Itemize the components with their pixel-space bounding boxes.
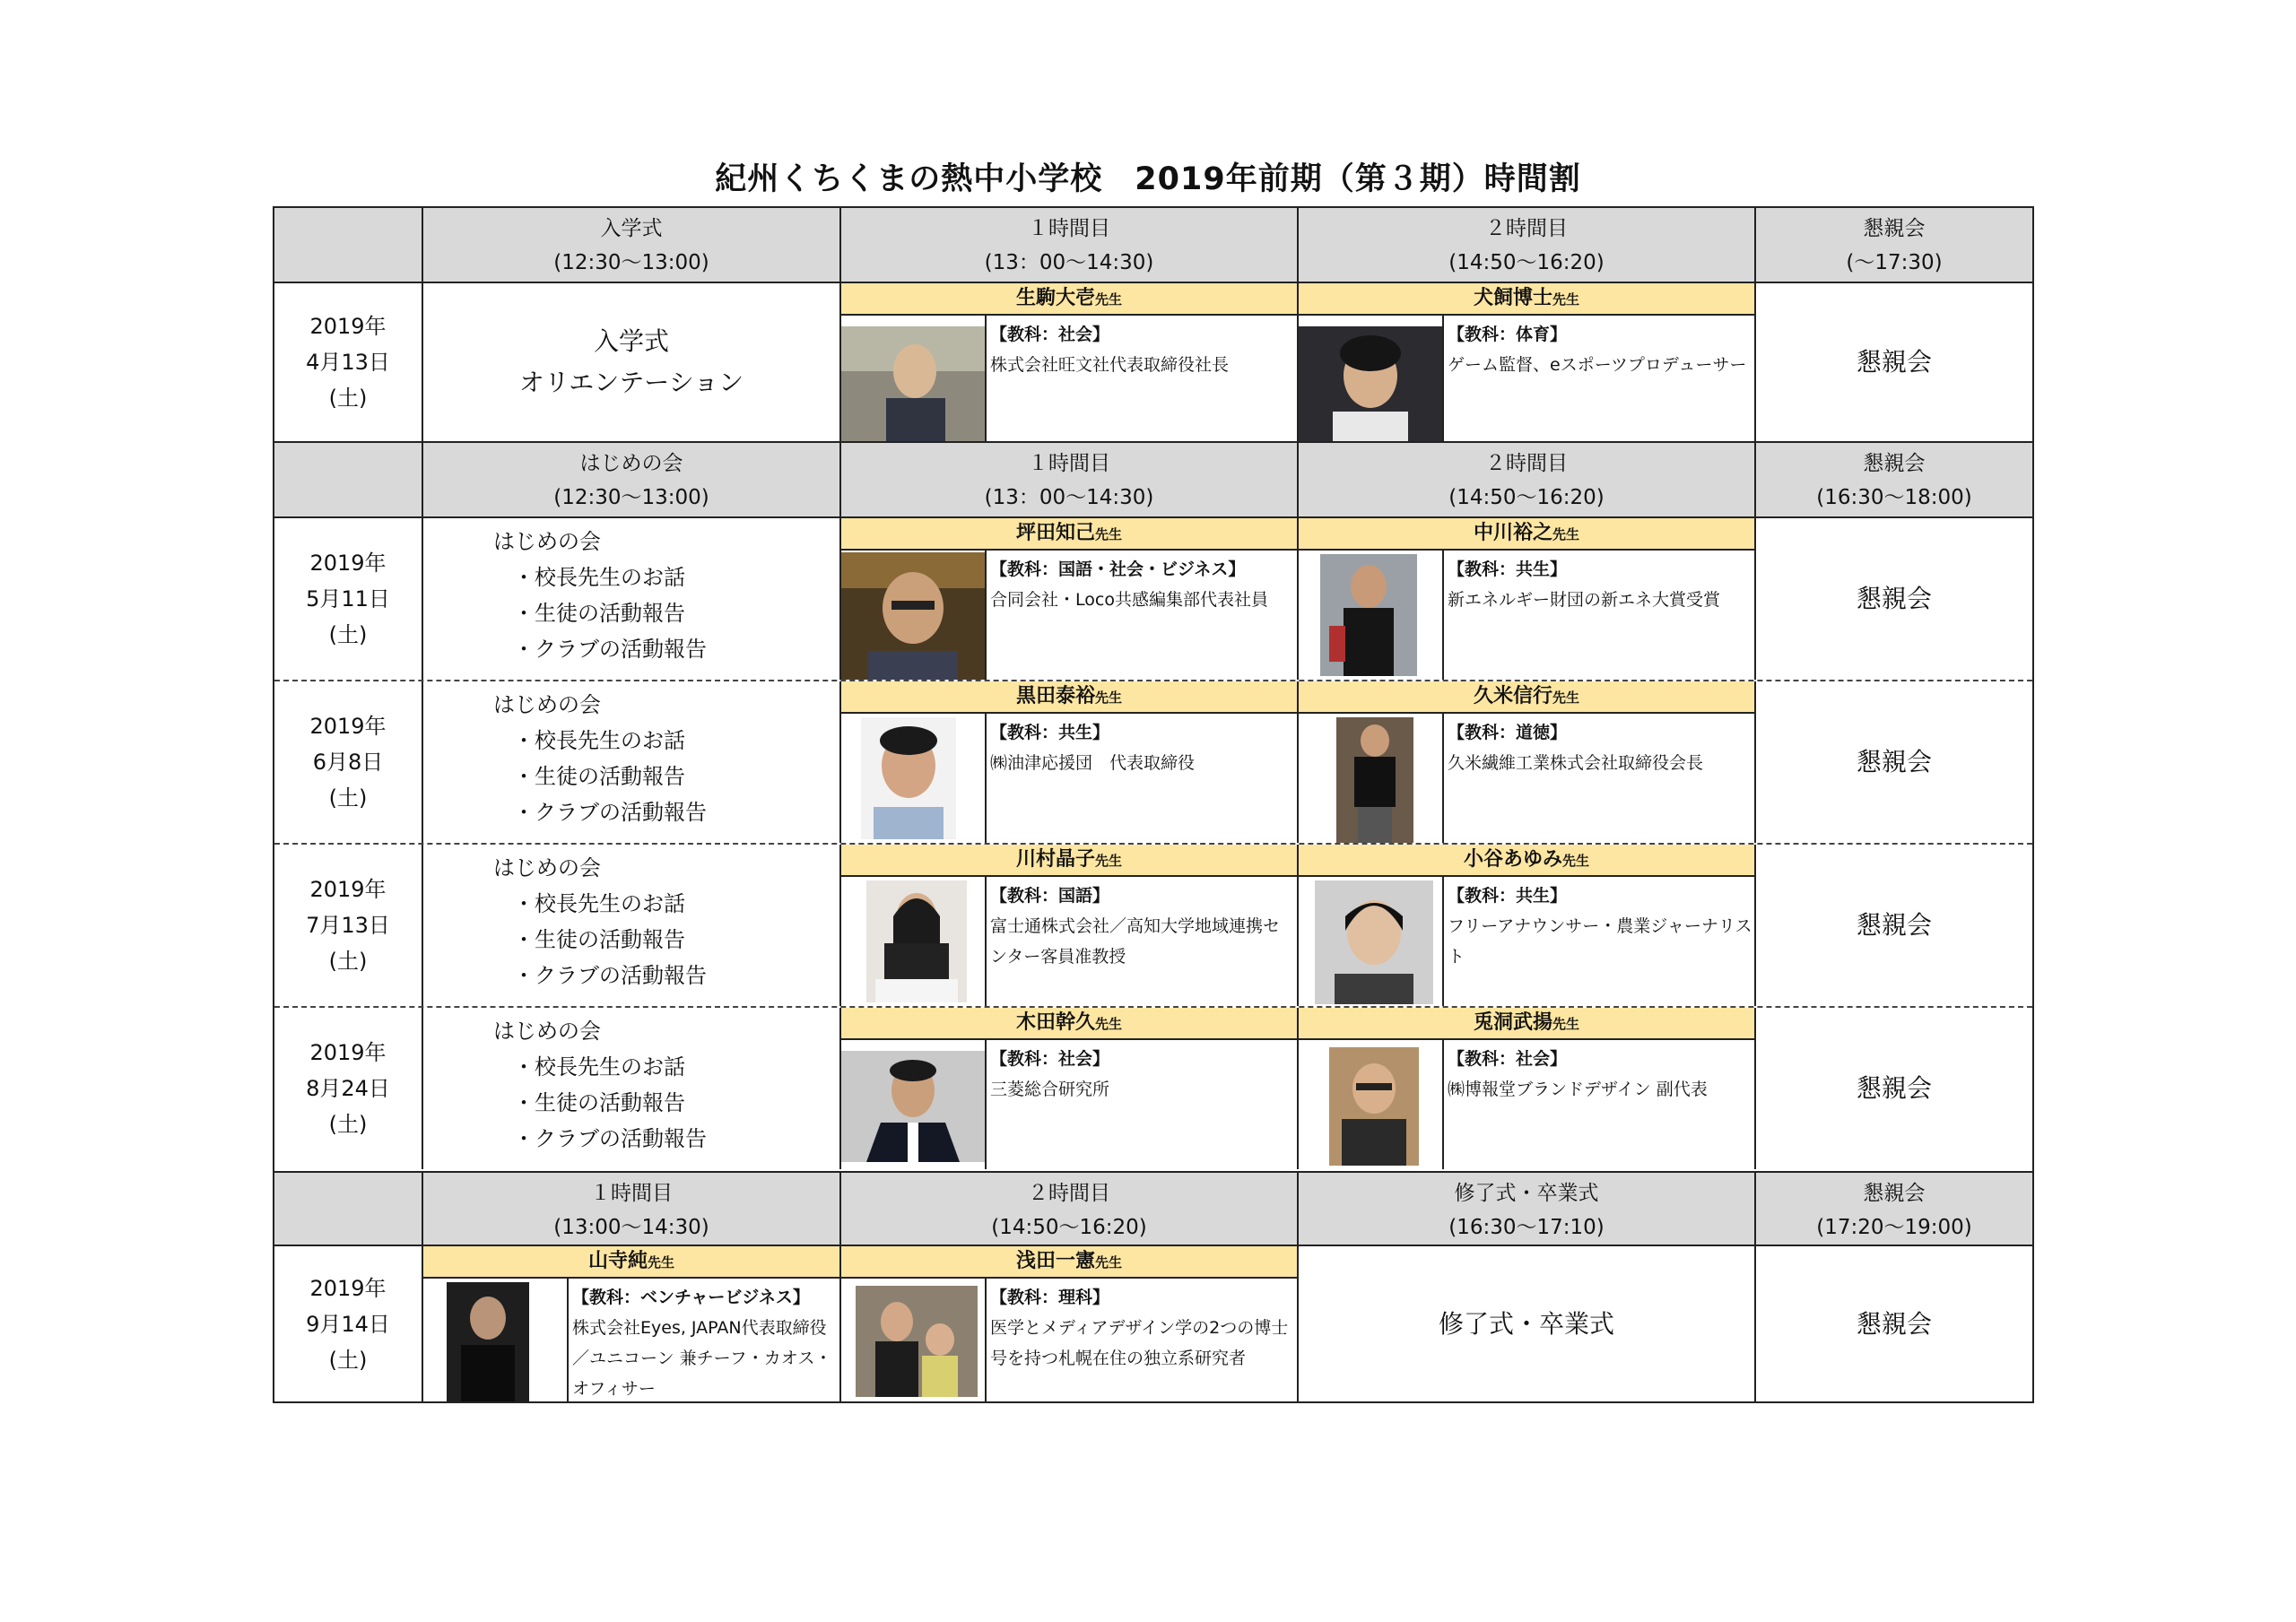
person-photo xyxy=(1329,1047,1419,1166)
schedule-row xyxy=(274,845,2032,1008)
teacher-cell xyxy=(422,1246,839,1401)
teacher-desc: 株式会社旺文社代表取締役社長 xyxy=(990,355,1230,375)
header-cell xyxy=(839,1173,1297,1246)
header-label: 懇親会 xyxy=(1863,452,1926,475)
date-year: 2019年 xyxy=(309,1040,387,1065)
teacher-name: 小谷あゆみ先生 xyxy=(1299,845,1754,877)
header-blank xyxy=(274,443,422,518)
date-dow: (土) xyxy=(328,785,368,811)
header-cell xyxy=(1297,1173,1754,1246)
header-time: (13：00〜14:30) xyxy=(984,251,1154,274)
teacher-name: 山寺純先生 xyxy=(423,1246,839,1279)
agenda-cell xyxy=(422,1008,839,1169)
header-cell xyxy=(839,208,1297,283)
date-cell xyxy=(274,518,422,680)
agenda-item: ・校長先生のお話 xyxy=(513,728,685,753)
teacher-desc: 合同会社・Loco共感編集部代表社員 xyxy=(990,590,1268,610)
person-photo xyxy=(447,1282,529,1401)
agenda-item: ・校長先生のお話 xyxy=(513,1054,685,1080)
teacher-name: 犬飼博士先生 xyxy=(1299,283,1754,316)
party-cell: 懇親会 xyxy=(1754,1246,2032,1401)
teacher-desc: フリーアナウンサー・農業ジャーナリスト xyxy=(1448,916,1752,967)
agenda-title: はじめの会 xyxy=(493,855,601,880)
header-label: 入学式 xyxy=(600,217,663,240)
date-dow: (土) xyxy=(328,1347,368,1373)
header-label: ２時間目 xyxy=(1485,452,1568,475)
teacher-info xyxy=(1444,554,1754,615)
date-cell xyxy=(274,1246,422,1401)
header-label: １時間目 xyxy=(590,1182,673,1205)
agenda-item: ・クラブの活動報告 xyxy=(513,637,707,662)
teacher-subject: 【教科：国語・社会・ビジネス】 xyxy=(990,559,1246,579)
date-day: 6月8日 xyxy=(312,750,384,775)
teacher-name: 浅田一憲先生 xyxy=(841,1246,1297,1279)
header-time: (13：00〜14:30) xyxy=(984,486,1154,509)
agenda-cell xyxy=(422,845,839,1006)
teacher-info xyxy=(569,1282,839,1404)
agenda-title: はじめの会 xyxy=(493,1019,601,1044)
teacher-subject: 【教科：社会】 xyxy=(990,325,1110,344)
header-cell xyxy=(1754,208,2032,283)
teacher-info xyxy=(1444,880,1754,972)
date-year: 2019年 xyxy=(309,877,387,902)
teacher-desc: 富士通株式会社／高知大学地域連携センター客員准教授 xyxy=(990,916,1281,967)
teacher-cell xyxy=(839,283,1297,441)
party-cell: 懇親会 xyxy=(1754,283,2032,441)
teacher-desc: 株式会社Eyes, JAPAN代表取締役／ユニコーン 兼チーフ・カオス・オフィサー xyxy=(572,1318,832,1399)
schedule-row xyxy=(274,518,2032,681)
person-photo xyxy=(1299,326,1442,441)
teacher-info xyxy=(987,319,1297,380)
person-photo xyxy=(1336,717,1413,843)
schedule-row xyxy=(274,283,2032,443)
date-dow: (土) xyxy=(328,1112,368,1137)
teacher-subject: 【教科：社会】 xyxy=(990,1049,1110,1069)
person-photo xyxy=(841,1051,985,1162)
header-label: 修了式・卒業式 xyxy=(1454,1182,1599,1205)
party-cell: 懇親会 xyxy=(1754,681,2032,843)
agenda-item: ・生徒の活動報告 xyxy=(513,764,685,789)
header-label: １時間目 xyxy=(1028,217,1110,240)
event-cell xyxy=(422,283,839,441)
header-row-1 xyxy=(274,208,2032,283)
header-time: (14:50〜16:20) xyxy=(1448,251,1605,274)
event-title: 入学式 xyxy=(593,326,669,356)
agenda-item: ・生徒の活動報告 xyxy=(513,927,685,952)
teacher-cell xyxy=(1297,1008,1754,1169)
teacher-name: 坪田知己先生 xyxy=(841,518,1297,551)
teacher-subject: 【教科：社会】 xyxy=(1448,1049,1568,1069)
teacher-desc: 新エネルギー財団の新エネ大賞受賞 xyxy=(1448,590,1721,610)
party-cell: 懇親会 xyxy=(1754,845,2032,1006)
teacher-desc: ゲーム監督、eスポーツプロデューサー xyxy=(1448,355,1747,375)
teacher-cell xyxy=(1297,283,1754,441)
schedule-row xyxy=(274,681,2032,845)
agenda-item: ・生徒の活動報告 xyxy=(513,601,685,626)
teacher-info xyxy=(987,880,1297,972)
date-cell xyxy=(274,845,422,1006)
date-year: 2019年 xyxy=(309,551,387,576)
ceremony-cell: 修了式・卒業式 xyxy=(1297,1246,1754,1401)
header-label: はじめの会 xyxy=(579,452,683,475)
header-row-2 xyxy=(274,443,2032,518)
header-cell xyxy=(1754,443,2032,518)
header-cell xyxy=(422,443,839,518)
teacher-name: 木田幹久先生 xyxy=(841,1008,1297,1040)
schedule-row xyxy=(274,1008,2032,1171)
teacher-subject: 【教科：理科】 xyxy=(990,1288,1110,1307)
teacher-subject: 【教科：共生】 xyxy=(990,723,1110,742)
person-photo xyxy=(841,552,985,680)
header-cell xyxy=(1754,1173,2032,1246)
agenda-item: ・クラブの活動報告 xyxy=(513,800,707,825)
teacher-subject: 【教科：共生】 xyxy=(1448,886,1568,906)
person-photo xyxy=(866,880,967,1002)
person-photo xyxy=(1320,554,1417,676)
agenda-cell xyxy=(422,681,839,843)
teacher-name: 兎洞武揚先生 xyxy=(1299,1008,1754,1040)
teacher-info xyxy=(987,717,1297,778)
teacher-desc: 久米繊維工業株式会社取締役会長 xyxy=(1448,753,1704,773)
teacher-name: 中川裕之先生 xyxy=(1299,518,1754,551)
teacher-cell xyxy=(1297,518,1754,680)
teacher-name: 久米信行先生 xyxy=(1299,681,1754,714)
header-cell xyxy=(422,208,839,283)
agenda-item: ・校長先生のお話 xyxy=(513,891,685,916)
date-dow: (土) xyxy=(328,949,368,974)
teacher-cell xyxy=(839,1246,1297,1401)
teacher-cell xyxy=(1297,845,1754,1006)
teacher-desc: ㈱博報堂ブランドデザイン 副代表 xyxy=(1448,1080,1708,1099)
person-photo xyxy=(856,1286,978,1397)
teacher-info xyxy=(1444,319,1754,380)
agenda-cell xyxy=(422,518,839,680)
date-dow: (土) xyxy=(328,386,368,411)
agenda-item: ・生徒の活動報告 xyxy=(513,1090,685,1115)
header-label: １時間目 xyxy=(1028,452,1110,475)
teacher-subject: 【教科：体育】 xyxy=(1448,325,1568,344)
person-photo xyxy=(1315,880,1433,1004)
agenda-item: ・クラブの活動報告 xyxy=(513,1126,707,1151)
person-photo xyxy=(841,326,985,441)
header-time: (14:50〜16:20) xyxy=(1448,486,1605,509)
teacher-name: 黒田泰裕先生 xyxy=(841,681,1297,714)
header-label: ２時間目 xyxy=(1485,217,1568,240)
header-label: ２時間目 xyxy=(1028,1182,1110,1205)
teacher-desc: ㈱油津応援団 代表取締役 xyxy=(990,753,1196,773)
teacher-info xyxy=(1444,1044,1754,1105)
party-cell: 懇親会 xyxy=(1754,518,2032,680)
agenda-title: はじめの会 xyxy=(493,529,601,554)
header-time: (14:50〜16:20) xyxy=(991,1216,1147,1239)
header-time: (13:00〜14:30) xyxy=(553,1216,709,1239)
date-year: 2019年 xyxy=(309,314,387,339)
header-blank xyxy=(274,208,422,283)
agenda-item: ・クラブの活動報告 xyxy=(513,963,707,988)
teacher-cell xyxy=(839,845,1297,1006)
timetable xyxy=(273,206,2034,1403)
date-day: 8月24日 xyxy=(306,1076,390,1101)
teacher-cell xyxy=(839,1008,1297,1169)
date-day: 4月13日 xyxy=(306,350,390,375)
date-cell xyxy=(274,681,422,843)
page-title: 紀州くちくまの熱中小学校 2019年前期（第３期）時間割 xyxy=(715,161,1581,197)
agenda-title: はじめの会 xyxy=(493,692,601,717)
date-day: 5月11日 xyxy=(306,586,390,612)
date-year: 2019年 xyxy=(309,1275,387,1301)
party-cell: 懇親会 xyxy=(1754,1008,2032,1169)
header-blank xyxy=(274,1173,422,1246)
header-time: (〜17:30) xyxy=(1846,251,1943,274)
teacher-name: 川村晶子先生 xyxy=(841,845,1297,877)
date-dow: (土) xyxy=(328,622,368,647)
header-label: 懇親会 xyxy=(1863,1182,1926,1205)
header-time: (16:30〜17:10) xyxy=(1448,1216,1605,1239)
date-day: 7月13日 xyxy=(306,913,390,938)
teacher-name: 生駒大壱先生 xyxy=(841,283,1297,316)
header-cell xyxy=(1297,443,1754,518)
teacher-subject: 【教科：ベンチャービジネス】 xyxy=(572,1288,810,1307)
teacher-subject: 【教科：共生】 xyxy=(1448,559,1568,579)
teacher-subject: 【教科：道徳】 xyxy=(1448,723,1568,742)
header-row-3 xyxy=(274,1171,2032,1246)
teacher-info xyxy=(987,1282,1297,1374)
agenda-item: ・校長先生のお話 xyxy=(513,565,685,590)
date-day: 9月14日 xyxy=(306,1311,390,1337)
header-time: (16:30〜18:00) xyxy=(1816,486,1972,509)
date-cell xyxy=(274,283,422,441)
teacher-desc: 医学とメディアデザイン学の2つの博士号を持つ札幌在住の独立系研究者 xyxy=(990,1318,1289,1368)
teacher-info xyxy=(987,1044,1297,1105)
header-cell xyxy=(1297,208,1754,283)
event-subtitle: オリエンテーション xyxy=(518,368,744,397)
header-time: (12:30〜13:00) xyxy=(553,251,709,274)
teacher-info xyxy=(987,554,1297,615)
date-cell xyxy=(274,1008,422,1169)
header-cell xyxy=(839,443,1297,518)
teacher-cell xyxy=(839,681,1297,843)
header-time: (12:30〜13:00) xyxy=(553,486,709,509)
date-year: 2019年 xyxy=(309,714,387,739)
teacher-info xyxy=(1444,717,1754,778)
teacher-cell xyxy=(1297,681,1754,843)
teacher-subject: 【教科：国語】 xyxy=(990,886,1110,906)
teacher-cell xyxy=(839,518,1297,680)
header-time: (17:20〜19:00) xyxy=(1816,1216,1972,1239)
header-cell xyxy=(422,1173,839,1246)
person-photo xyxy=(861,717,956,839)
teacher-desc: 三菱総合研究所 xyxy=(990,1080,1110,1099)
header-label: 懇親会 xyxy=(1863,217,1926,240)
schedule-row xyxy=(274,1246,2032,1401)
